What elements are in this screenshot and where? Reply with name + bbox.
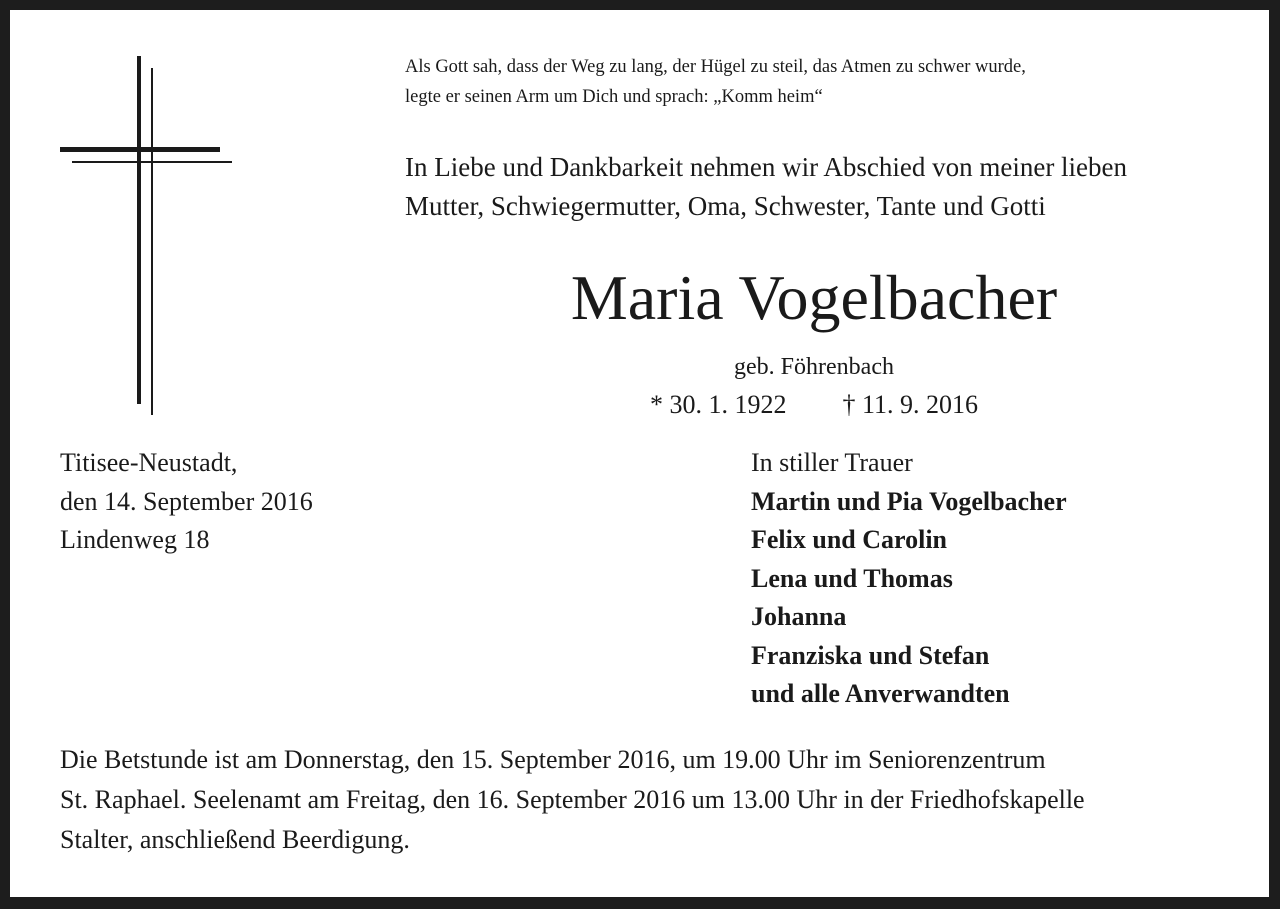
farewell-intro — [405, 148, 1245, 226]
cross-icon — [10, 10, 250, 430]
death-date: † 11. 9. 2016 — [842, 390, 979, 419]
mourners-list — [751, 444, 1067, 714]
mourner-name: und alle Anverwandten — [751, 679, 1010, 708]
mourner-name: Johanna — [751, 602, 847, 631]
intro-line: In Liebe und Dankbarkeit nehmen wir Abschied von meiner lieben — [405, 152, 1128, 182]
place-and-date — [60, 444, 313, 560]
place-line: Titisee-Neustadt, — [60, 448, 238, 477]
notice-line: Stalter, anschließend Beerdigung. — [60, 825, 410, 854]
notice-line: Die Betstunde ist am Donnerstag, den 15. September 2016, um 19.00 Uhr im Seniorenzentrum — [60, 745, 1046, 774]
poem-line: Als Gott sah, dass der Weg zu lang, der Hügel zu steil, das Atmen zu schwer wurde, — [405, 57, 1026, 77]
intro-line: Mutter, Schwiegermutter, Oma, Schwester, Tante und Gotti — [405, 191, 1046, 221]
mourner-name: Felix und Carolin — [751, 525, 948, 554]
life-dates — [410, 387, 1218, 423]
birth-name: geb. Föhrenbach — [734, 354, 894, 380]
mourner-name: Lena und Thomas — [751, 563, 953, 593]
birth-date: * 30. 1. 1922 — [649, 390, 787, 419]
obituary-notice — [10, 10, 1269, 897]
place-line: Lindenweg 18 — [60, 525, 210, 554]
mourner-name: Franziska und Stefan — [751, 640, 990, 670]
service-notice — [60, 740, 1235, 860]
mourners-heading: In stiller Trauer — [751, 448, 913, 477]
mourner-name: Martin und Pia Vogelbacher — [751, 486, 1067, 516]
poem-line: legte er seinen Arm um Dich und sprach: „Komm heim“ — [405, 87, 823, 107]
deceased-name: Maria Vogelbacher — [570, 262, 1058, 333]
notice-line: St. Raphael. Seelenamt am Freitag, den 16. September 2016 um 13.00 Uhr in der Friedhofskapelle — [60, 785, 1085, 814]
poem-quote — [405, 52, 1245, 112]
place-line: den 14. September 2016 — [60, 486, 313, 516]
